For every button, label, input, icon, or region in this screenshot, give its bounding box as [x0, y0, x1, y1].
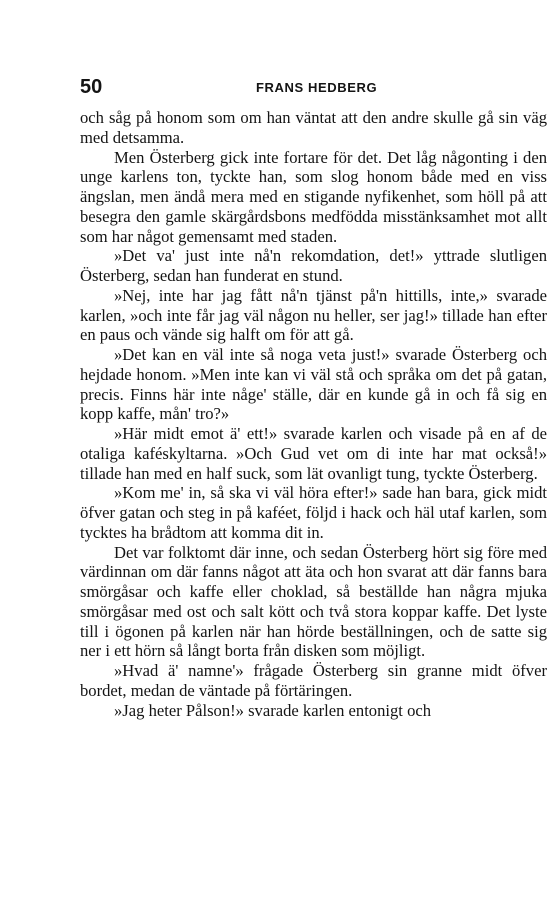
paragraph: »Det kan en väl inte så noga veta just!» svarade Österberg och hejdade honom. »Men inte kan vi väl stå och språka om det på gatan, precis. Finns här inte någe' ställe, där en kunde gå in och få sig en kopp kaffe, mån' tro?»	[80, 345, 547, 424]
paragraph: »Jag heter Pålson!» svarade karlen entonigt och	[114, 700, 432, 720]
paragraph: »Nej, inte har jag fått nå'n tjänst på'n hittills, inte,» svarade karlen, »och inte får jag väl någon nu heller, ser jag!» tillade han efter en paus och vände sig halft om för att gå.	[80, 285, 547, 345]
page-number: 50	[80, 76, 103, 98]
paragraph: »Här midt emot ä' ett!» svarade karlen och visade på en af de otaliga kaféskyltarna. »Och Gud vet om di inte har mat också!» tillade han med en half suck, som lät ovanligt tung, tyckte Österberg.	[80, 424, 547, 483]
paragraph: och såg på honom som om han väntat att den andre skulle gå sin väg med detsamma.	[80, 108, 547, 147]
body-text	[80, 108, 547, 720]
page-header	[80, 74, 548, 100]
running-head: FRANS HEDBERG	[256, 80, 378, 95]
paragraph: »Det va' just inte nå'n rekomdation, det!» yttrade slutligen Österberg, sedan han funderat en stund.	[80, 246, 547, 285]
paragraph: »Kom me' in, så ska vi väl höra efter!» sade han bara, gick midt öfver gatan och steg in på kaféet, följd i hack och häl utaf karlen, som tycktes ha brådtom att komma dit in.	[80, 483, 547, 542]
paragraph: »Hvad ä' namne'» frågade Österberg sin granne midt öfver bordet, medan de väntade på förtäringen.	[80, 661, 547, 700]
paragraph: Men Österberg gick inte fortare för det. Det låg någonting i den unge karlens ton, tyckte han, som slog honom både med en viss ängslan, men ändå mera med en stigande nyfikenhet, som höll på att besegra den gamle skärgårdsbons medfödda misstänksamhet mot allt som har något gemensamt med staden.	[80, 147, 547, 246]
paragraph: Det var folktomt där inne, och sedan Österberg hört sig före med värdinnan om där fanns något att äta och hon svarat att där fanns bara smörgåsar och kaffe eller choklad, så beställde han några mjuka smörgåsar med ost och salt kött och två stora koppar kaffe. Det lyste till i ögonen på karlen när han hörde beställningen, och de satte sig ner i ett hörn så långt borta från disken som möjligt.	[80, 542, 547, 661]
